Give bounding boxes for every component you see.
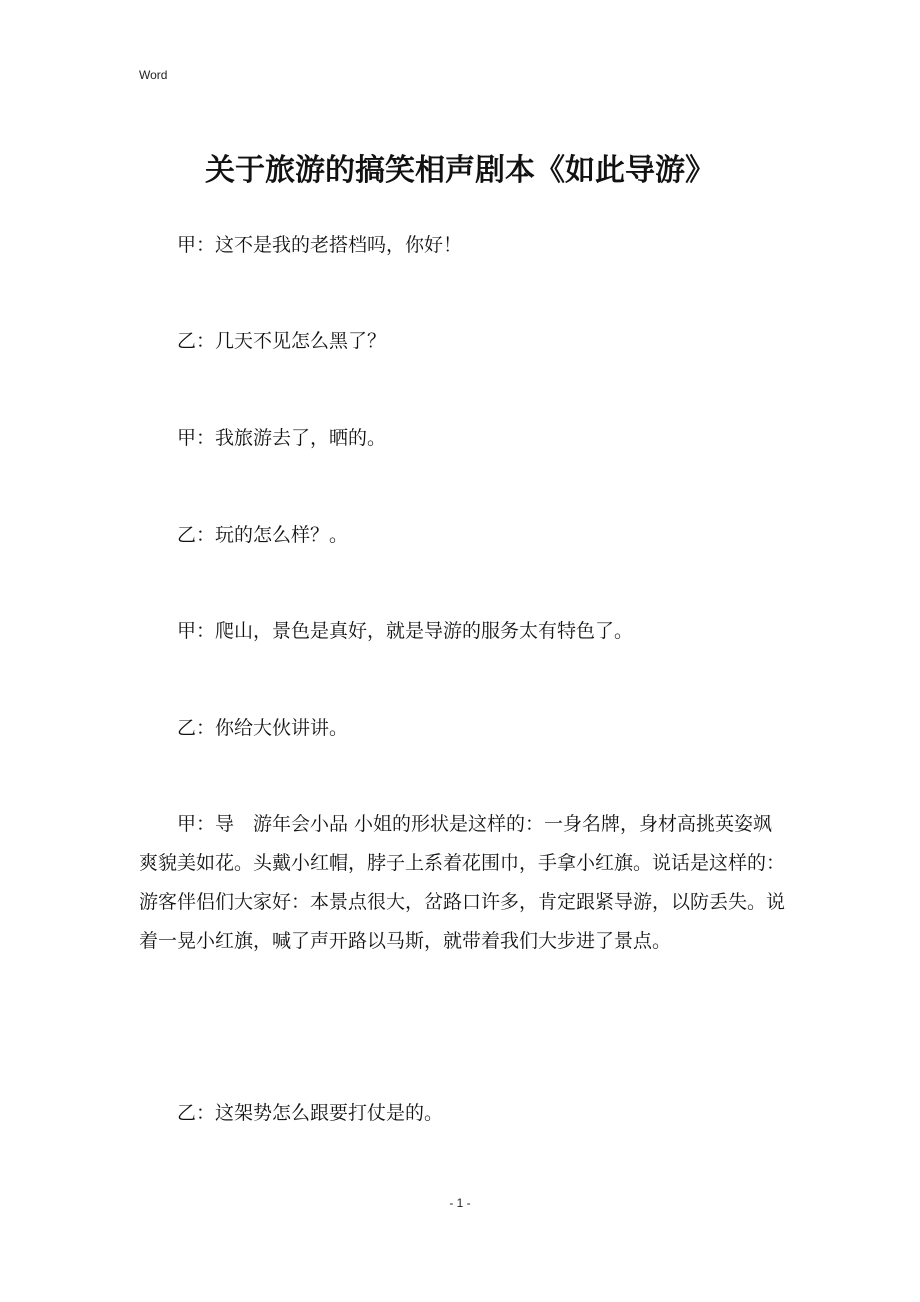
paragraph: 甲：我旅游去了，晒的。 — [177, 427, 387, 449]
header-label: Word — [139, 68, 168, 82]
document-title: 关于旅游的搞笑相声剧本《如此导游》 — [205, 153, 715, 188]
paragraph: 乙：这架势怎么跟要打仗是的。 — [177, 1102, 444, 1124]
paragraph: 乙：玩的怎么样？。 — [177, 524, 349, 546]
paragraph: 甲：导 游年会小品 小姐的形状是这样的：一身名牌，身材高挑英姿飒爽貌美如花。头戴小红帽，脖子上系着花围巾，手拿小红旗。说话是这样的：游客伴侣们大家好：本景点很大，岔路口许多，肯定跟紧导游，以防丢失。说着一晃小红旗，喊了声开路以马斯，就带着我们大步进了景点。 — [139, 813, 786, 952]
paragraph: 甲：爬山，景色是真好，就是导游的服务太有特色了。 — [177, 620, 634, 642]
paragraph: 乙：几天不见怎么黑了？ — [177, 330, 387, 352]
paragraph: 甲：这不是我的老搭档吗，你好！ — [177, 234, 463, 256]
paragraph: 乙：你给大伙讲讲。 — [177, 717, 349, 739]
page-number: - 1 - — [449, 1196, 471, 1210]
